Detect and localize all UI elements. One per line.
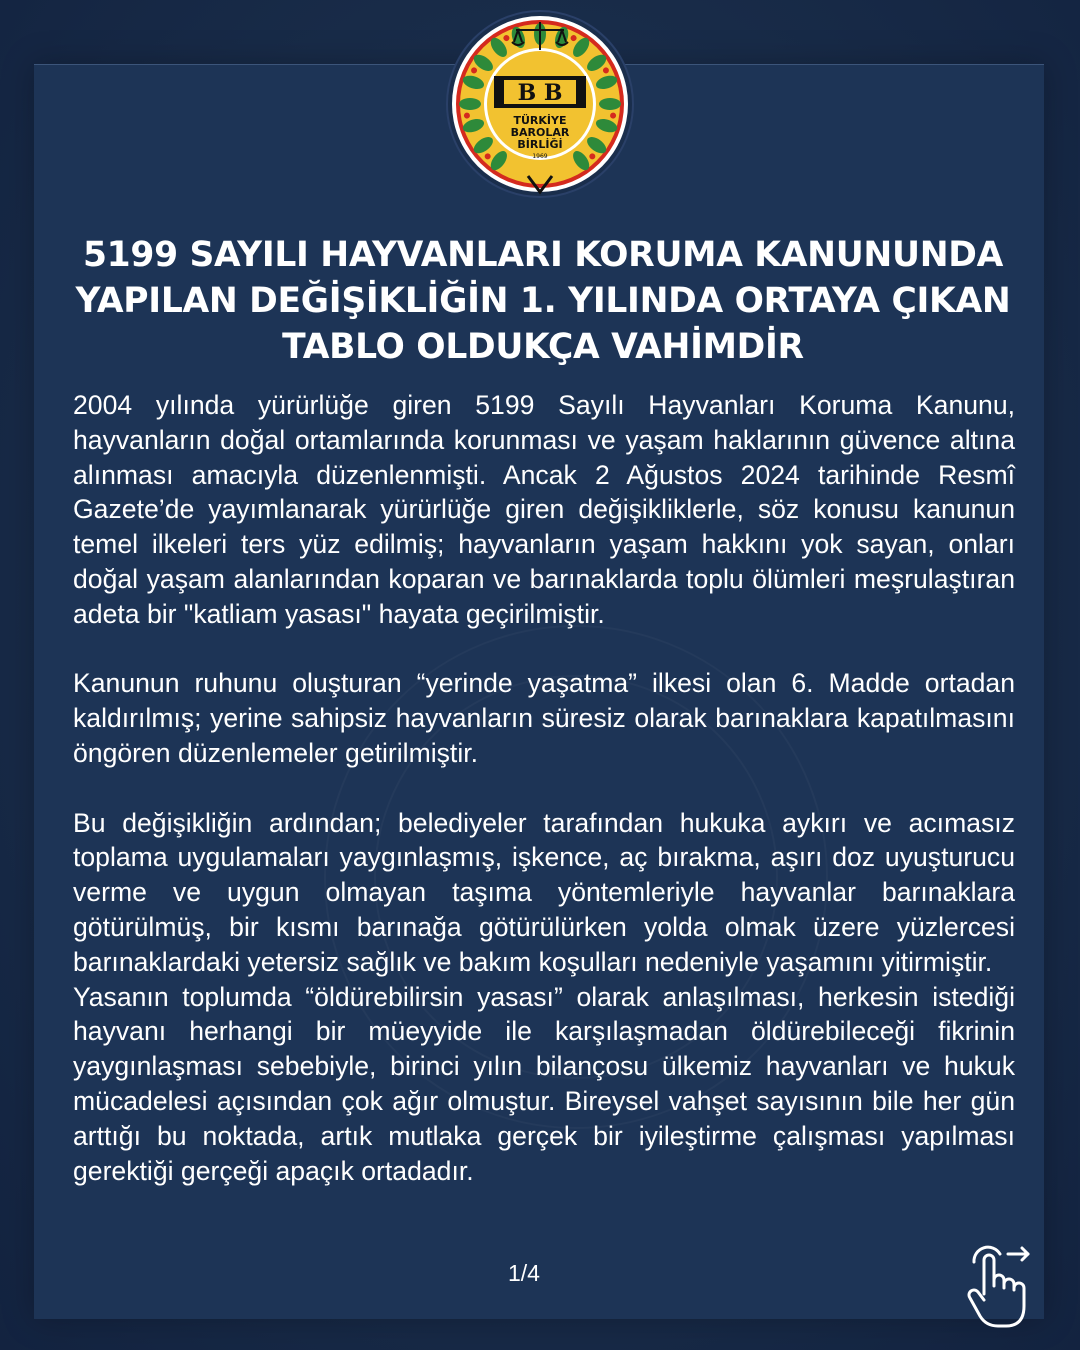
paragraph-4: Yasanın toplumda “öldürebilirsin yasası” olarak anlaşılması, herkesin istediği hayvanı herhangi bir müeyyide ile karşılaşmadan öldürebileceği fikrinin yaygınlaşması sebebiyle, birinci yılın bilançosu ülkemiz hayvanları ve hukuk mücadelesi açısından çok ağır olmuştur. Bireysel vahşet sayısının bile her gün arttığı bu noktada, artık mutlaka gerçek bir iyileştirme çalışması yapılması gerektiği gerçeği apaçık ortadadır.: [73, 981, 1015, 1186]
swipe-hand-icon[interactable]: [962, 1240, 1042, 1332]
logo-monogram: B B: [517, 80, 563, 106]
tbb-seal-icon: [432, 8, 648, 198]
logo-line2: BAROLAR: [510, 126, 570, 139]
paragraph-2: Kanunun ruhunu oluşturan “yerinde yaşatma” ilkesi olan 6. Madde ortadan kaldırılmış; yerine sahipsiz hayvanların süresiz olarak barınaklara kapatılmasını öngören düzenlemeler getirilmiştir.: [73, 668, 1015, 768]
logo-year: 1969: [532, 153, 548, 160]
paragraph-1: 2004 yılında yürürlüğe giren 5199 Sayılı Hayvanları Koruma Kanunu, hayvanların doğal ortamlarında korunması ve yaşam haklarının güvence altına alınması amacıyla düzenlenmişti. Ancak 2 Ağustos 2024 tarihinde Resmî Gazete’de yayımlanarak yürürlüğe giren değişikliklerle, söz konusu kanunun temel ilkeleri ters yüz edilmiş; hayvanların yaşam hakkını yok sayan, onları doğal yaşam alanlarından koparan ve barınaklarda toplu ölümleri meşrulaştıran adeta bir "katliam yasası" hayata geçirilmiştir.: [73, 390, 1015, 629]
paragraph-3: Bu değişikliğin ardından; belediyeler tarafından hukuka aykırı ve acımasız toplama uygulamaları yaygınlaşmış, işkence, aç bırakma, aşırı doz uyuşturucu verme ve uygun olmayan taşıma yöntemleriyle hayvanlar barınaklara götürülmüş, bir kısmı barınağa götürülürken yolda olmak üzere yüzlercesi barınaklardaki yetersiz sağlık ve bakım koşulları nedeniyle yaşamını yitirmiştir.: [73, 807, 1015, 977]
title-line-3: TABLO OLDUKÇA VAHİMDİR: [282, 327, 804, 367]
page-title: [60, 232, 1026, 370]
page-indicator: 1/4: [508, 1260, 540, 1286]
title-line-2: YAPILAN DEĞİŞİKLİĞİN 1. YILINDA ORTAYA ÇIKAN: [75, 281, 1011, 321]
tbb-logo: [432, 8, 648, 198]
logo-line3: BİRLİĞİ: [517, 138, 563, 151]
title-line-1: 5199 SAYILI HAYVANLARI KORUMA KANUNUNDA: [82, 235, 1004, 275]
logo-line1: TÜRKİYE: [513, 114, 567, 127]
article-body: [73, 388, 1015, 1188]
